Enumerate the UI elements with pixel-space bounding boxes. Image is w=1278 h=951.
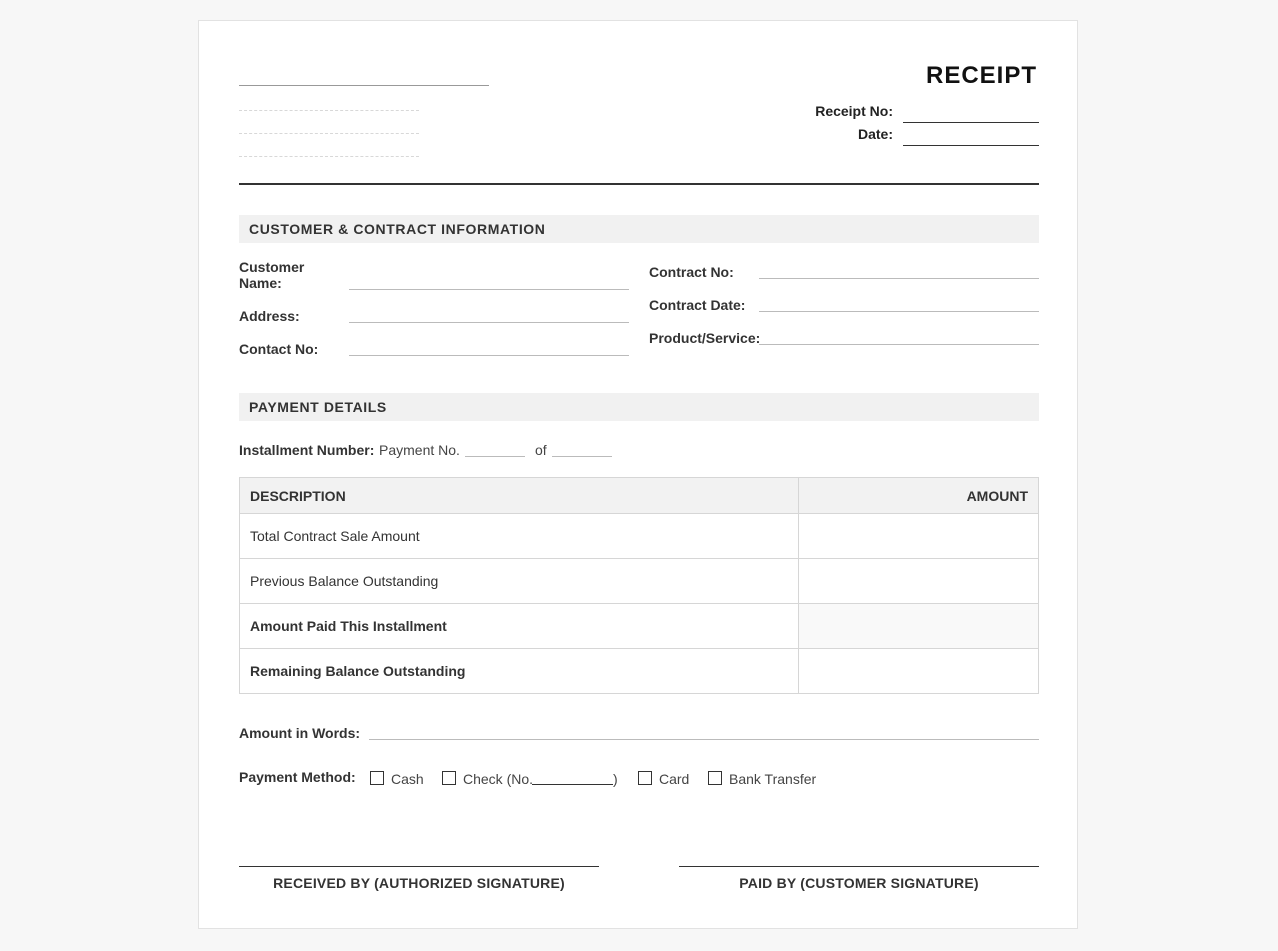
bank-transfer-option-label: Bank Transfer — [729, 771, 817, 787]
check-checkbox[interactable] — [442, 771, 456, 785]
table-row — [240, 649, 1039, 694]
company-name-line[interactable] — [239, 85, 489, 86]
receipt-no-label: Receipt No: — [815, 103, 893, 119]
contract-no-label: Contract No: — [649, 264, 734, 280]
row-amount[interactable] — [799, 559, 1039, 604]
row-description: Amount Paid This Installment — [240, 604, 799, 649]
of-text: of — [535, 442, 547, 458]
contract-no-field[interactable] — [759, 278, 1039, 279]
description-header: DESCRIPTION — [240, 478, 799, 514]
received-by-label: RECEIVED BY (AUTHORIZED SIGNATURE) — [273, 875, 565, 891]
card-option-label: Card — [659, 771, 690, 787]
cash-option-label: Cash — [391, 771, 424, 787]
contract-date-label: Contract Date: — [649, 297, 746, 313]
cash-checkbox[interactable] — [370, 771, 384, 785]
payment-no-text: Payment No. — [379, 442, 460, 458]
product-service-field[interactable] — [759, 344, 1039, 345]
address-field[interactable] — [349, 322, 629, 323]
payment-section-heading: PAYMENT DETAILS — [239, 393, 1039, 421]
contact-no-label: Contact No: — [239, 341, 319, 357]
company-address-line-1[interactable] — [239, 110, 419, 111]
table-header-row — [240, 478, 1039, 514]
payment-method-label: Payment Method: — [239, 769, 356, 785]
bank-transfer-checkbox[interactable] — [708, 771, 722, 785]
payment-table — [239, 477, 1039, 694]
row-amount[interactable] — [799, 604, 1039, 649]
contract-date-field[interactable] — [759, 311, 1039, 312]
receipt-no-field[interactable] — [903, 122, 1039, 123]
table-row — [240, 559, 1039, 604]
received-by-signature-line[interactable] — [239, 866, 599, 867]
row-amount[interactable] — [799, 649, 1039, 694]
amount-in-words-field[interactable] — [369, 739, 1039, 740]
installment-label: Installment Number: — [239, 442, 375, 458]
check-number-field[interactable] — [532, 784, 613, 785]
customer-name-field[interactable] — [349, 289, 629, 290]
row-description: Remaining Balance Outstanding — [240, 649, 799, 694]
row-amount[interactable] — [799, 514, 1039, 559]
table-row — [240, 514, 1039, 559]
payment-total-field[interactable] — [552, 456, 612, 457]
contact-no-field[interactable] — [349, 355, 629, 356]
customer-name-label: Customer Name: — [239, 259, 305, 291]
amount-in-words-label: Amount in Words: — [239, 725, 361, 741]
check-close-paren: ) — [613, 771, 618, 787]
row-description: Total Contract Sale Amount — [240, 514, 799, 559]
receipt-title: RECEIPT — [925, 62, 1037, 89]
date-label: Date: — [857, 126, 893, 142]
table-row — [240, 604, 1039, 649]
paid-by-signature-line[interactable] — [679, 866, 1039, 867]
company-address-line-2[interactable] — [239, 133, 419, 134]
check-option-label: Check (No. — [463, 771, 534, 787]
card-checkbox[interactable] — [638, 771, 652, 785]
customer-section-heading: CUSTOMER & CONTRACT INFORMATION — [239, 215, 1039, 243]
company-address-line-3[interactable] — [239, 156, 419, 157]
paid-by-label: PAID BY (CUSTOMER SIGNATURE) — [739, 875, 979, 891]
address-label: Address: — [239, 308, 300, 324]
date-field[interactable] — [903, 145, 1039, 146]
product-service-label: Product/Service: — [649, 330, 761, 346]
row-description: Previous Balance Outstanding — [240, 559, 799, 604]
receipt-sheet — [198, 20, 1078, 929]
payment-no-field[interactable] — [465, 456, 525, 457]
header-divider — [239, 183, 1039, 185]
amount-header: AMOUNT — [799, 478, 1039, 514]
